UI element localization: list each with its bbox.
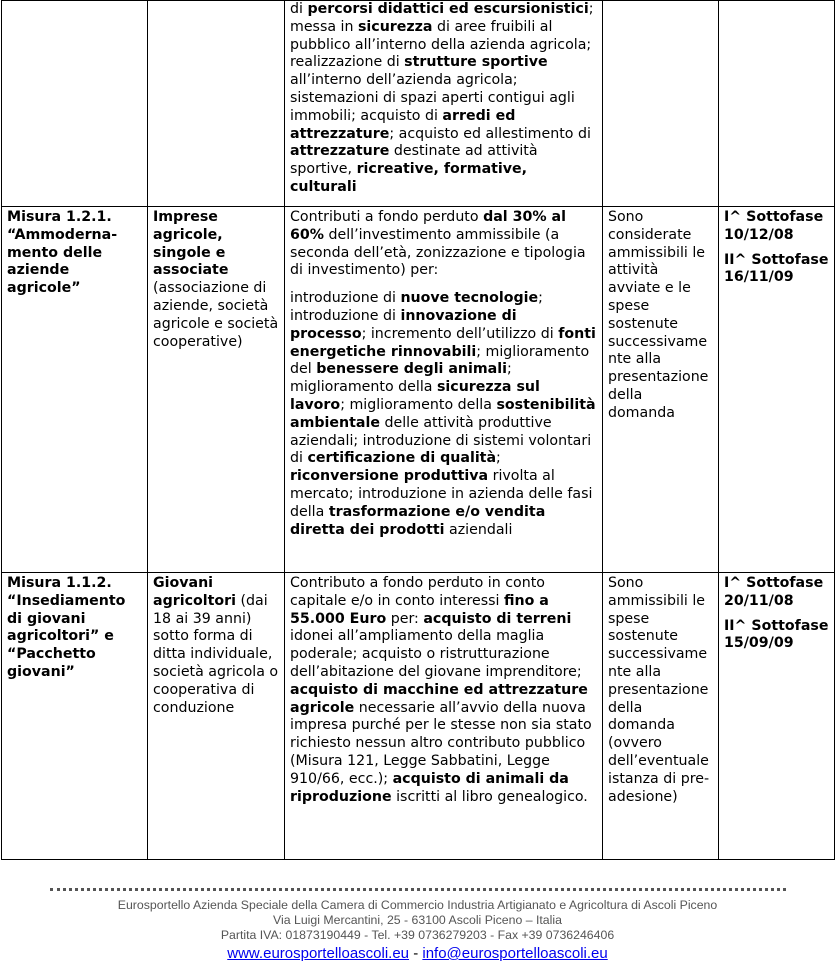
cell-interventi — [285, 573, 603, 860]
cell-misura — [2, 207, 148, 573]
footer-divider — [50, 888, 786, 891]
footer-organization: Eurosportello Azienda Speciale della Camera di Commercio Industria Artigianato e Agricoltura di Ascoli Piceno — [117, 898, 718, 912]
rich-text: di percorsi didattici ed escursionistici; messa in sicurezza di aree fruibili al pubblico all’interno della azienda agricola; realizzazione di strutture sportive all’interno dell’azienda agricola; sistemazioni di spazi aperti contigui agli immobili; acquisto di arredi ed attrezzature; acquisto ed allestimento di attrezzature destinate ad attività sportive, ricreative, formative, culturali — [290, 1, 594, 195]
cell-misura — [2, 573, 148, 860]
cell-interventi — [285, 207, 603, 573]
interventi-list: Contributo a fondo perduto in conto capitale e/o in conto interessi fino a 55.000 Euro per: acquisto di terreni idonei all’ampliamento della maglia poderale; acquisto o ristrutturazione dell’abitazione del giovane imprenditore; acquisto di macchine ed attrezzature agricole necessarie all’avvio della nuova impresa purché per le stesse non sia stato richiesto nessun altro contributo pubblico (Misura 121, Legge Sabbatini, Legge 910/66, ecc.); acquisto di animali da riproduzione iscritti al libro genealogico. — [290, 575, 592, 805]
beneficiari-detail: (dai 18 ai 39 anni) sotto forma di ditta individuale, società agricola o cooperativa di conduzione — [153, 592, 279, 716]
interventi-intro: Contributi a fondo perduto dal 30% al 60% dell’investimento ammissibile (a seconda dell’età, zonizzazione e tipologia di investimento) per: — [290, 209, 586, 279]
cell-interventi-continuation — [285, 1, 603, 207]
beneficiari-title: Imprese agricole, singole e associate — [153, 209, 229, 279]
cell-note-empty — [603, 1, 719, 207]
beneficiari-title: Giovani agricoltori — [153, 575, 236, 609]
table-row-continuation — [2, 1, 835, 207]
footer-link-separator: - — [409, 945, 423, 962]
footer-contacts: Partita IVA: 01873190449 - Tel. +39 0736279203 - Fax +39 0736246406 — [220, 928, 615, 942]
cell-note — [603, 207, 719, 573]
email-link[interactable]: info@eurosportelloascoli.eu — [422, 945, 608, 962]
footer-address: Via Luigi Mercantini, 25 - 63100 Ascoli Piceno – Italia — [273, 913, 562, 927]
scadenza-1: I^ Sottofase 20/11/08 — [724, 575, 824, 609]
cell-note — [603, 573, 719, 860]
cell-beneficiari — [148, 573, 285, 860]
beneficiari-detail: (associazione di aziende, società agricole e società cooperative) — [153, 280, 279, 350]
note-text: Sono considerate ammissibili le attività avviate e le spese sostenute successivame nte alla presentazione della domanda — [608, 209, 709, 421]
table-row-misura-112 — [2, 573, 835, 860]
scadenza-2: II^ Sottofase 16/11/09 — [724, 251, 829, 286]
cell-beneficiari-empty — [148, 1, 285, 207]
cell-beneficiari — [148, 207, 285, 573]
scadenza-1: I^ Sottofase 10/12/08 — [724, 209, 824, 243]
interventi-list: introduzione di nuove tecnologie; introduzione di innovazione di processo; incremento dell’utilizzo di fonti energetiche rinnovabili; miglioramento del benessere degli animali; miglioramento della sicurezza sul lavoro; miglioramento della sostenibilità ambientale delle attività produttive aziendali; introduzione di sistemi volontari di certificazione di qualità; riconversione produttiva rivolta al mercato; introduzione in azienda delle fasi della trasformazione e/o vendita diretta dei prodotti aziendali — [290, 290, 596, 538]
misura-title: Misura 1.1.2. “Insediamento di giovani agricoltori” e “Pacchetto giovani” — [7, 575, 126, 680]
misura-title: Misura 1.2.1. “Ammoderna-mento delle aziende agricole” — [7, 209, 118, 297]
table-row-misura-121 — [2, 207, 835, 573]
website-link[interactable]: www.eurosportelloascoli.eu — [227, 945, 410, 962]
footer-links — [0, 944, 835, 963]
cell-misura-empty — [2, 1, 148, 207]
cell-scadenze — [719, 573, 835, 860]
cell-scadenze-empty — [719, 1, 835, 207]
measures-table — [1, 0, 835, 860]
cell-scadenze — [719, 207, 835, 573]
page-footer — [0, 898, 835, 963]
scadenza-2: II^ Sottofase 15/09/09 — [724, 617, 829, 652]
note-text: Sono ammissibili le spese sostenute successivame nte alla presentazione della domanda (ovvero dell’eventuale istanza di pre-adesione) — [608, 575, 710, 805]
